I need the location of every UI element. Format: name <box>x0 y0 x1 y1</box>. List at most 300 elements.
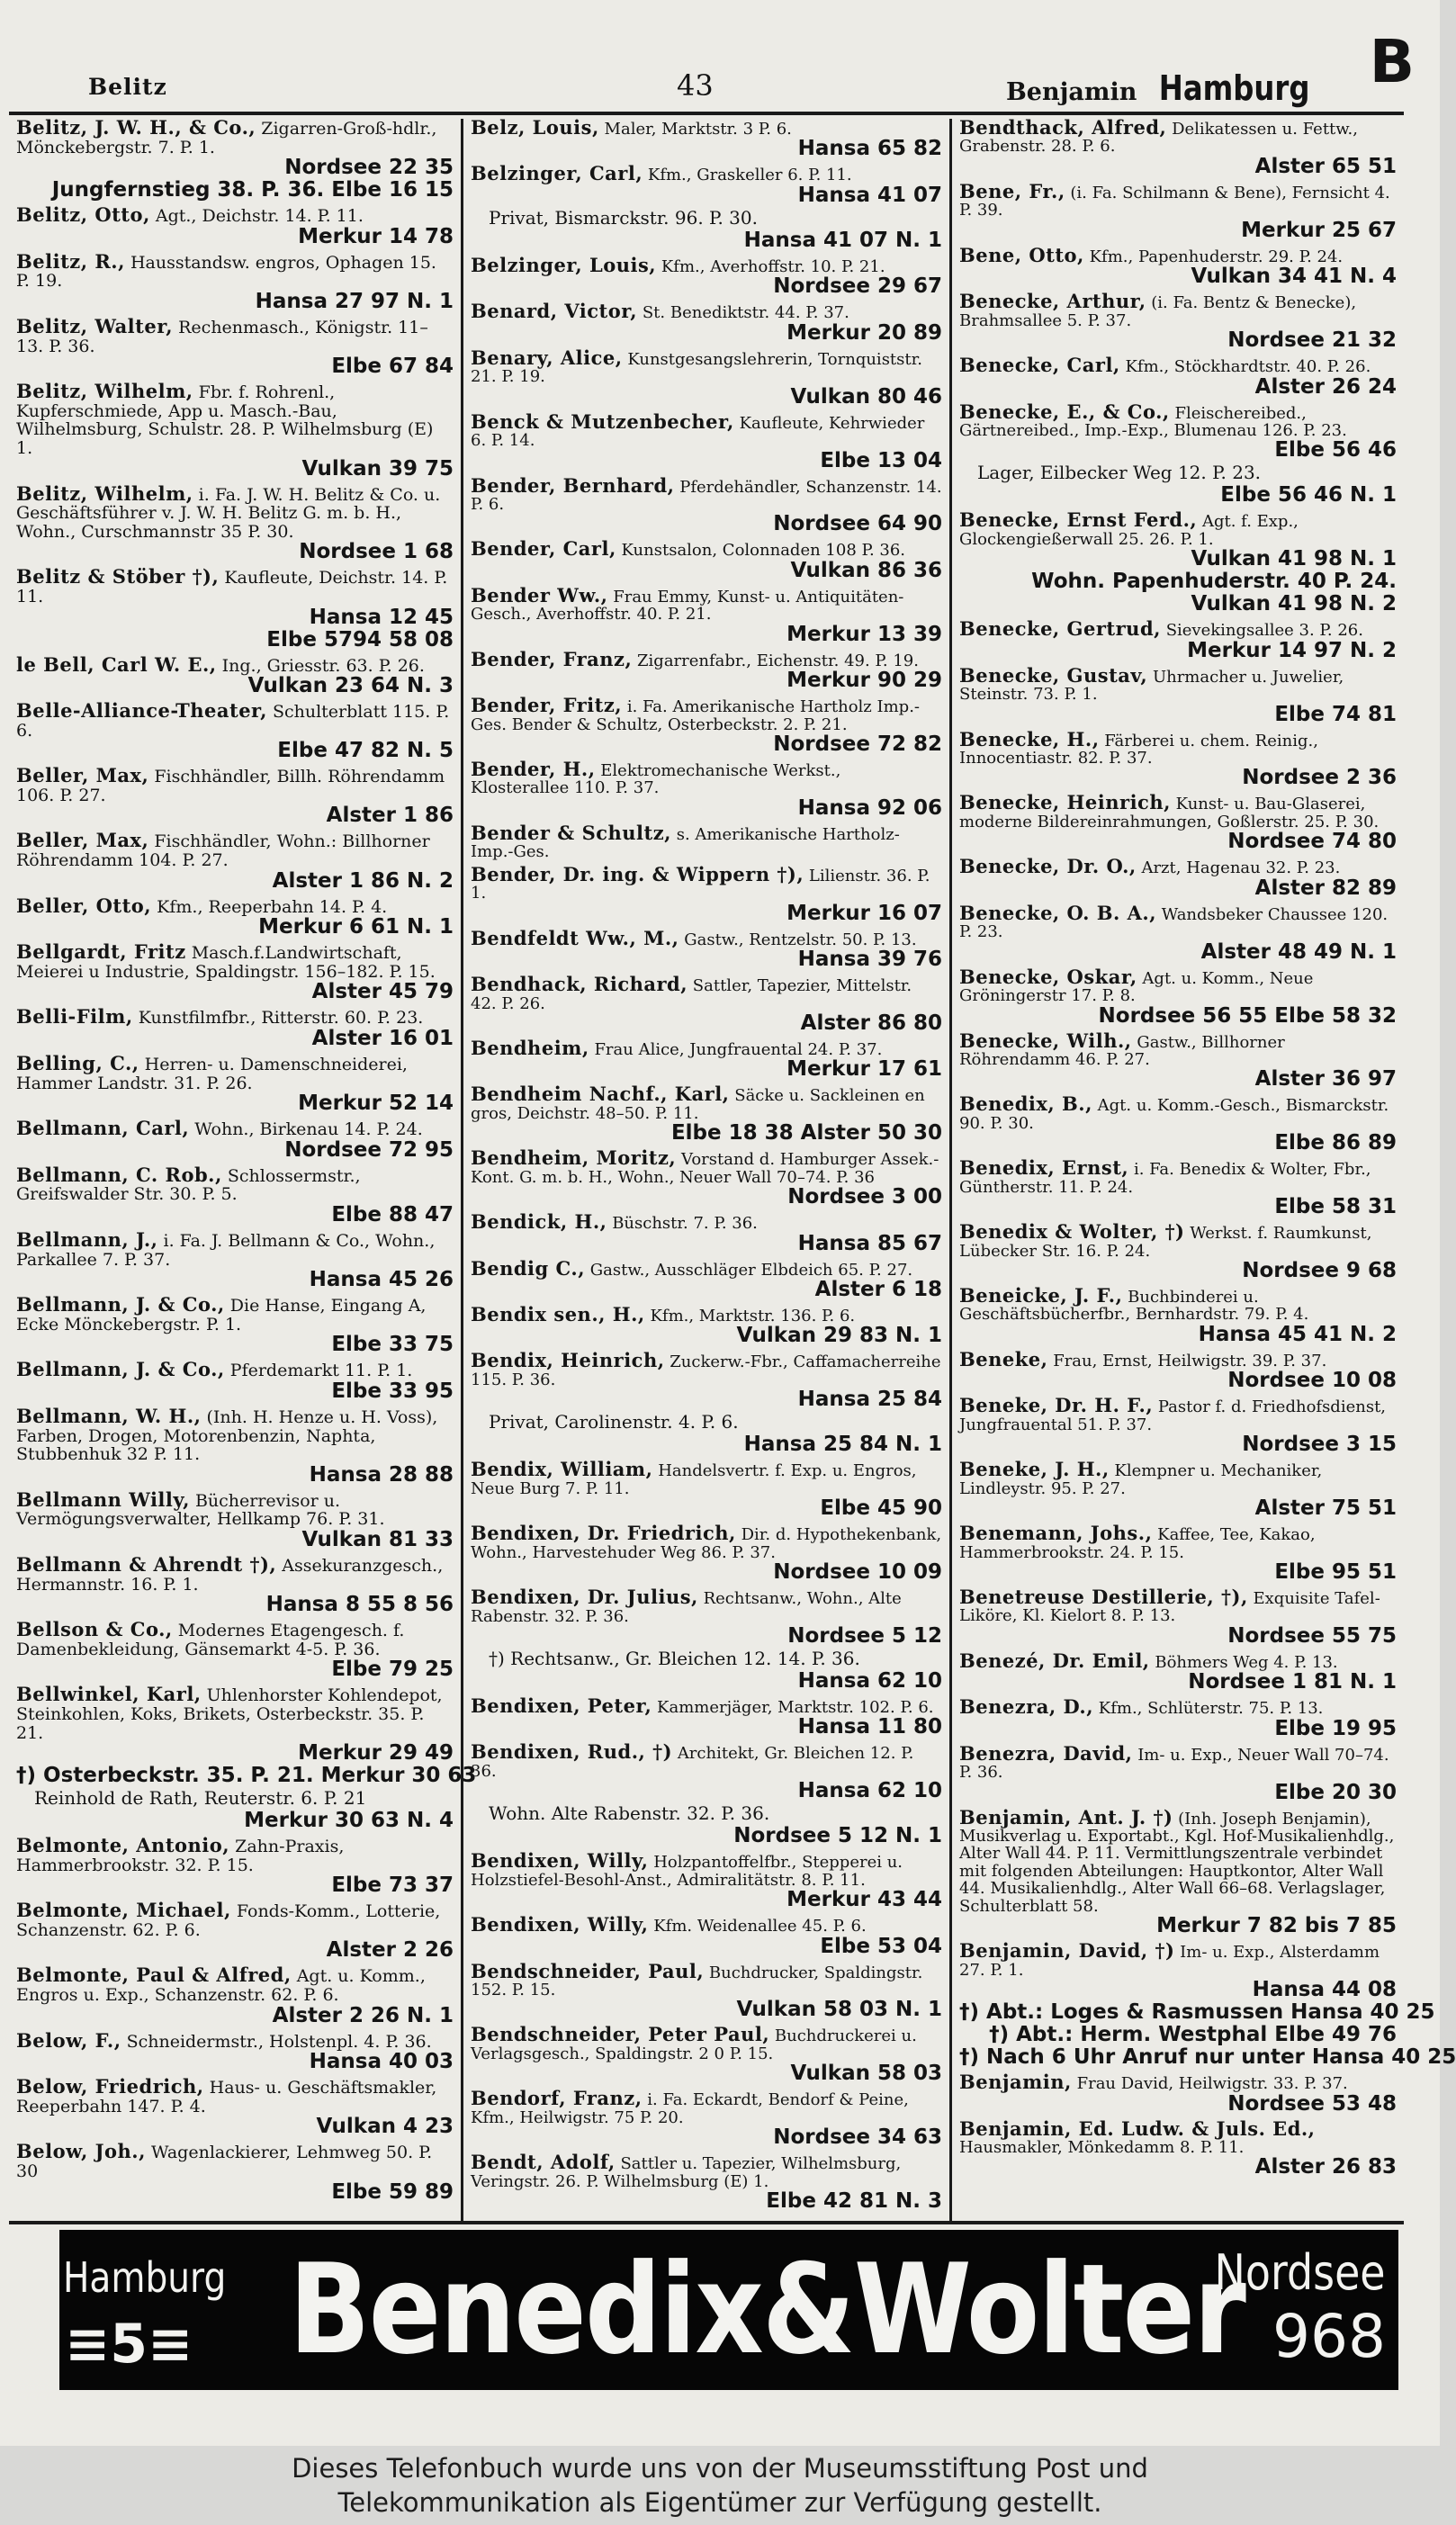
entry-phone: Alster 2 26 N. 1 <box>272 2003 454 2027</box>
directory-entry <box>16 481 454 564</box>
directory-entry <box>471 1085 942 1145</box>
entry-name: Bendixen, Willy, <box>471 1913 649 1936</box>
entry-text: Im- u. Exp., Neuer Wall 70–74. P. 36. <box>959 1745 1389 1783</box>
entry-line <box>16 1963 454 2006</box>
entry-line <box>471 1913 942 1936</box>
directory-entry <box>959 1585 1397 1648</box>
directory-entry <box>959 1220 1397 1282</box>
entry-phone: Hansa 65 82 <box>797 137 942 161</box>
entry-text: Hausmakler, Mönkedamm 8. P. 11. <box>959 2137 1245 2157</box>
entry-name: Bellson & Co., <box>16 1618 173 1641</box>
entry-text: Buchbinderei u. Geschäftsbücherfbr., Bernhardstr. 79. P. 4. <box>959 1288 1309 1325</box>
entry-text: i. Fa. Amerikanische Hartholz Imp.-Ges. Bender & Schultz, Osterbeckstr. 2. P. 21. <box>471 697 921 734</box>
entry-phone: Nordsee 3 15 <box>1242 1433 1397 1457</box>
entry-name: Beneke, <box>959 1347 1048 1370</box>
entry-name: Belitz, R., <box>16 249 125 273</box>
directory-entry <box>16 116 454 202</box>
entry-line <box>471 2023 942 2063</box>
directory-entry <box>16 1163 454 1227</box>
entry-phone: Elbe 56 46 <box>1274 438 1397 463</box>
entry-name: Bendick, H., <box>471 1210 607 1234</box>
entry-text: (i. Fa. Schilmann & Bene), Fernsicht 4. P. 39. <box>959 183 1390 220</box>
entry-name: Bene, Otto, <box>959 243 1084 266</box>
entry-line <box>16 2140 454 2182</box>
entry-text: Holzpantoffelfbr., Stepperei u. Holzstiefel-Besohl-Anst., Admiralitätstr. 8. P. 11. <box>471 1853 903 1890</box>
entry-phone: Merkur 13 39 <box>786 622 942 646</box>
entry-line <box>16 1228 454 1270</box>
directory-entry <box>959 663 1397 726</box>
entry-phone: Hansa 41 07 <box>797 183 942 207</box>
entry-text: Buchdrucker, Spaldingstr. 152. P. 15. <box>471 1963 923 1999</box>
entry-phone: Nordsee 74 80 <box>1227 830 1397 854</box>
entry-name: Belitz, Walter, <box>16 314 174 337</box>
directory-entry <box>16 2075 454 2139</box>
entry-phone: Vulkan 58 03 <box>790 2062 942 2086</box>
directory-entry <box>471 2153 942 2213</box>
entry-line <box>471 537 942 561</box>
entry-name: Bellmann & Ahrendt †), <box>16 1552 277 1576</box>
entry-text: Kfm., Averhoffstr. 10. P. 21. <box>661 256 885 276</box>
entry-text: Kaufleute, Kehrwieder 6. P. 14. <box>471 413 925 451</box>
directory-entry <box>959 1939 1456 2070</box>
entry-text: Kfm., Papenhuderstr. 29. P. 24. <box>1089 247 1344 266</box>
directory-entry <box>471 1303 942 1348</box>
entry-text: i. Fa. J. W. H. Belitz & Co. u. Geschäftsführer v. J. W. H. Belitz G. m. b. H., Wohn., Curschmannstr 35 P. 30. <box>16 484 441 542</box>
entry-name: Bendschneider, Paul, <box>471 1959 705 1982</box>
entry-text: Architekt, Gr. Bleichen 12. P. 36. <box>471 1744 914 1781</box>
column-1 <box>9 116 477 2221</box>
entry-line <box>16 116 454 157</box>
entry-line <box>959 2073 1397 2092</box>
entry-text: Wohn., Birkenau 14. P. 24. <box>194 1119 423 1140</box>
entry-line <box>959 617 1397 641</box>
entry-line <box>471 302 942 321</box>
entry-name: Bendhack, Richard, <box>471 973 688 996</box>
page-number: 43 <box>677 68 714 103</box>
entry-line <box>959 791 1397 831</box>
directory-entry <box>471 2089 942 2149</box>
directory-entry <box>471 696 942 756</box>
entry-text: Kunstfilmfbr., Ritterstr. 60. P. 23. <box>138 1008 424 1029</box>
entry-name: Benecke, Arthur, <box>959 290 1146 313</box>
entry-text: Buchdruckerei u. Verlagsgesch., Spaldingstr. 2 0 P. 15. <box>471 2026 917 2063</box>
entry-phone: Hansa 8 55 8 56 <box>265 1593 454 1617</box>
entry-text: Vorstand d. Hamburger Assek.-Kont. G. m. b. H., Wohn., Neuer Wall 70–74. P. 36 <box>471 1150 939 1187</box>
directory-entry <box>16 249 454 313</box>
entry-name: Benard, Victor, <box>471 300 638 323</box>
entry-phone: Wohn. Alte Rabenstr. 32. P. 36. <box>489 1802 770 1825</box>
entry-line <box>959 855 1397 878</box>
entry-phone: Vulkan 34 41 N. 4 <box>1191 265 1397 289</box>
entry-line <box>959 1092 1397 1133</box>
entry-phone: Elbe 74 81 <box>1274 702 1397 726</box>
entry-phone: Nordsee 10 08 <box>1227 1369 1397 1393</box>
entry-name: Bendig C., <box>471 1256 586 1280</box>
entry-line <box>471 975 942 1012</box>
column-2 <box>463 116 952 2221</box>
entry-name: Bellmann, W. H., <box>16 1404 202 1427</box>
entry-name: Benary, Alice, <box>471 346 623 369</box>
directory-entry <box>959 1695 1397 1740</box>
entry-name: Benecke, H., <box>959 727 1100 750</box>
entry-phone: Nordsee 29 67 <box>773 274 942 299</box>
listing-columns <box>9 116 1456 2221</box>
entry-line <box>471 1524 942 1561</box>
entry-phone: †) Abt.: Herm. Westphal Elbe 49 76 <box>989 2023 1397 2047</box>
entry-phone: Vulkan 41 98 N. 2 <box>1191 592 1397 616</box>
entry-text: Rechenmasch., Königstr. 11–13. P. 36. <box>16 317 428 356</box>
entry-text: Kfm., Graskeller 6. P. 11. <box>647 166 852 185</box>
directory-entry <box>471 302 942 344</box>
entry-name: Belitz & Stöber †), <box>16 565 220 589</box>
entry-text: Wandsbeker Chaussee 120. P. 23. <box>959 904 1389 942</box>
entry-text: Bücherrevisor u. Vermögungsverwalter, Hellkamp 76. P. 31. <box>16 1490 385 1530</box>
entry-line <box>471 1146 942 1187</box>
entry-name: Belitz, J. W. H., & Co., <box>16 116 256 139</box>
entry-phone: Elbe 5794 58 08 <box>266 627 454 651</box>
entry-phone: Vulkan 29 83 N. 1 <box>736 1324 942 1348</box>
entry-line <box>959 1220 1397 1261</box>
entry-text: i. Fa. J. Bellmann & Co., Wohn., Parkallee 7. P. 37. <box>16 1231 436 1270</box>
directory-entry <box>471 1694 942 1739</box>
entry-name: Belzinger, Louis, <box>471 253 657 276</box>
entry-line <box>959 1585 1397 1626</box>
entry-line <box>959 1156 1397 1197</box>
entry-line <box>959 1939 1397 1980</box>
entry-name: Bendix sen., H., <box>471 1303 645 1325</box>
entry-name: Benck & Mutzenbecher, <box>471 409 734 433</box>
directory-entry <box>959 791 1397 854</box>
entry-line <box>16 1618 454 1659</box>
entry-name: Bellmann, J. & Co., <box>16 1358 225 1381</box>
entry-name: Bender Ww., <box>471 583 608 607</box>
entry-name: Bender, H., <box>471 758 596 780</box>
entry-line <box>959 1741 1397 1783</box>
entry-phone: Nordsee 1 68 <box>299 540 454 564</box>
entry-phone: Merkur 43 44 <box>786 1888 942 1912</box>
entry-name: Belzinger, Carl, <box>471 162 643 185</box>
entry-phone: Alster 2 26 <box>326 1938 454 1963</box>
directory-entry <box>471 647 942 693</box>
entry-phone: Hansa 40 03 <box>309 2050 454 2074</box>
directory-entry <box>959 1347 1397 1393</box>
entry-phone: Hansa 25 84 N. 1 <box>743 1433 942 1457</box>
entry-phone: Nordsee 21 32 <box>1227 328 1397 353</box>
entry-text: Kunstsalon, Colonnaden 108 P. 36. <box>621 541 906 561</box>
entry-line <box>16 1404 454 1465</box>
entry-phone: Elbe 33 75 <box>331 1333 454 1357</box>
entry-phone: Elbe 53 04 <box>820 1934 942 1958</box>
entry-phone: Elbe 73 37 <box>331 1874 454 1898</box>
entry-name: Below, Friedrich, <box>16 2075 204 2098</box>
entry-phone: Merkur 14 97 N. 2 <box>1187 638 1397 662</box>
entry-text: Frau Alice, Jungfrauental 24. P. 37. <box>594 1039 883 1059</box>
directory-entry <box>16 1834 454 1898</box>
entry-name: Benjamin, David, †) <box>959 1939 1175 1963</box>
directory-entry <box>959 1460 1397 1520</box>
entry-text: Fischhändler, Wohn.: Billhorner Röhrendamm 104. P. 27. <box>16 831 430 871</box>
entry-phone: Alster 1 86 <box>326 804 454 828</box>
entry-name: Benezra, David, <box>959 1741 1133 1765</box>
directory-entry <box>471 473 942 536</box>
entry-text: Agt. u. Komm.-Gesch., Bismarckstr. 90. P. 30. <box>959 1096 1389 1133</box>
entry-line <box>471 2089 942 2126</box>
entry-text: Handelsvertr. f. Exp. u. Engros, Neue Burg 7. P. 11. <box>471 1461 917 1498</box>
header-left-name: Belitz <box>88 74 167 100</box>
entry-phone: Hansa 11 80 <box>797 1715 942 1739</box>
entry-phone: Nordsee 56 55 Elbe 58 32 <box>1098 1003 1397 1028</box>
entry-phone: Alster 26 24 <box>1254 374 1397 399</box>
entry-name: Belmonte, Paul & Alfred, <box>16 1963 292 1987</box>
entry-name: Bendixen, Rud., †) <box>471 1740 673 1764</box>
directory-entry <box>959 901 1397 964</box>
advertisement-banner <box>59 2230 1398 2390</box>
entry-line <box>16 249 454 292</box>
entry-line <box>959 1805 1397 1916</box>
directory-entry <box>16 894 454 939</box>
entry-text: Sievekingsallee 3. P. 26. <box>1165 621 1363 641</box>
entry-text: Büschstr. 7. P. 36. <box>612 1214 758 1234</box>
directory-entry <box>16 1487 454 1551</box>
entry-line <box>959 116 1397 157</box>
entry-line <box>471 647 942 670</box>
entry-phone: Nordsee 64 90 <box>773 512 942 536</box>
entry-line <box>471 1588 942 1625</box>
entry-phone: Elbe 95 51 <box>1274 1559 1397 1584</box>
ad-city: Hamburg <box>63 2253 227 2302</box>
entry-line <box>471 116 942 139</box>
entry-text: Pferdehändler, Schanzenstr. 14. P. 6. <box>471 477 942 514</box>
entry-phone: Hansa 25 84 <box>797 1388 942 1412</box>
entry-name: Belitz, Otto, <box>16 203 150 227</box>
entry-line <box>959 1394 1397 1434</box>
entry-line <box>959 508 1397 549</box>
entry-phone: Hansa 41 07 N. 1 <box>743 228 942 252</box>
entry-line <box>16 1834 454 1875</box>
entry-name: Bender, Bernhard, <box>471 473 675 497</box>
entry-name: Benecke, Gustav, <box>959 663 1148 687</box>
footer-line-2: Telekommunikation als Eigentümer zur Verfügung gestellt. <box>337 2487 1102 2518</box>
directory-entry <box>16 652 454 698</box>
header-right <box>1006 68 1323 108</box>
entry-phone: †) Abt.: Loges & Rasmussen Hansa 40 25 <box>959 2000 1435 2025</box>
entry-line <box>471 253 942 276</box>
entry-text: Kfm., Stöckhardtstr. 40. P. 26. <box>1125 357 1371 377</box>
entry-phone: Hansa 62 10 <box>797 1668 942 1693</box>
entry-phone: Elbe 42 81 N. 3 <box>766 2189 942 2214</box>
entry-phone: Alster 45 79 <box>311 980 454 1004</box>
entry-phone: Elbe 45 90 <box>820 1496 942 1521</box>
entry-phone: Elbe 86 89 <box>1274 1131 1397 1155</box>
directory-entry <box>959 243 1397 289</box>
directory-entry <box>471 253 942 299</box>
entry-line <box>959 663 1397 705</box>
entry-phone: Hansa 39 76 <box>797 948 942 972</box>
entry-text: Frau David, Heilwigstr. 33. P. 37. <box>1076 2074 1348 2094</box>
entry-phone: Elbe 18 38 Alster 50 30 <box>670 1121 942 1146</box>
entry-name: Bender, Carl, <box>471 537 616 561</box>
entry-line <box>471 1085 942 1122</box>
entry-text: St. Benediktstr. 44. P. 37. <box>642 303 849 323</box>
entry-line <box>16 1358 454 1381</box>
entry-text: Böhmers Weg 4. P. 13. <box>1155 1652 1338 1672</box>
entry-text: Ing., Griesstr. 63. P. 26. <box>221 655 425 676</box>
entry-line <box>471 473 942 514</box>
directory-entry <box>471 409 942 472</box>
entry-text: Herren- u. Damenschneiderei, Hammer Landstr. 31. P. 26. <box>16 1055 408 1093</box>
directory-entry <box>16 1358 454 1403</box>
entry-name: Bendthack, Alfred, <box>959 116 1167 139</box>
entry-name: Beneicke, J. F., <box>959 1284 1123 1307</box>
entry-phone: Alster 36 97 <box>1254 1067 1397 1092</box>
entry-text: Maler, Marktstr. 3 P. 6. <box>604 120 792 139</box>
entry-text: Gastw., Ausschläger Elbdeich 65. P. 27. <box>589 1260 913 1280</box>
directory-entry <box>16 2028 454 2074</box>
directory-entry <box>471 926 942 972</box>
entry-text: (i. Fa. Bentz & Benecke), Brahmsallee 5. P. 37. <box>959 293 1357 330</box>
entry-line <box>16 1293 454 1334</box>
entry-name: Bendfeldt Ww., M., <box>471 926 679 949</box>
entry-phone: Alster 82 89 <box>1254 876 1397 900</box>
entry-name: Benecke, Wilh., <box>959 1029 1132 1052</box>
entry-line <box>959 727 1397 768</box>
directory-entry <box>959 1284 1397 1346</box>
entry-phone: Alster 48 49 N. 1 <box>1200 939 1397 964</box>
entry-phone: Nordsee 3 00 <box>787 1185 942 1209</box>
directory-entry <box>959 727 1397 790</box>
entry-line <box>471 1303 942 1325</box>
directory-entry <box>959 1092 1397 1155</box>
entry-phone: †) Osterbeckstr. 35. P. 21. Merkur 30 63 <box>16 1764 477 1788</box>
entry-text: Dir. d. Hypothekenbank, Wohn., Harvestehuder Weg 86. P. 37. <box>471 1525 942 1562</box>
entry-line <box>471 2153 942 2190</box>
entry-name: Bendix, Heinrich, <box>471 1349 665 1372</box>
directory-entry <box>16 1228 454 1292</box>
entry-text: Die Hanse, Eingang A, Ecke Mönckebergstr. P. 1. <box>16 1296 427 1334</box>
entry-name: Belmonte, Antonio, <box>16 1834 230 1857</box>
entry-phone: Hansa 45 26 <box>309 1268 454 1292</box>
entry-line <box>959 243 1397 266</box>
directory-entry <box>959 116 1397 178</box>
entry-phone: Nordsee 34 63 <box>773 2125 942 2150</box>
directory-entry <box>16 1005 454 1051</box>
entry-text: Kfm., Marktstr. 136. P. 6. <box>650 1307 856 1325</box>
directory-entry <box>471 1460 942 1520</box>
directory-entry <box>959 1156 1397 1219</box>
entry-phone: Merkur 20 89 <box>786 320 942 345</box>
entry-name: Benjamin, Ed. Ludw. & Juls. Ed., <box>959 2116 1316 2140</box>
entry-line <box>959 400 1397 440</box>
directory-entry <box>16 1683 477 1833</box>
directory-entry <box>471 1036 942 1082</box>
directory-entry <box>471 162 942 252</box>
entry-phone: Privat, Carolinenstr. 4. P. 6. <box>489 1411 739 1433</box>
ad-firm-name: Benedix&Wolter <box>289 2237 1245 2382</box>
entry-text: Zigarren-Groß-hdlr., Mönckebergstr. 7. P. 1. <box>16 119 437 157</box>
entry-phone: Hansa 44 08 <box>1252 1978 1397 2002</box>
entry-text: Agt. u. Komm., Engros u. Exp., Schanzenstr. 62. P. 6. <box>16 1966 426 2006</box>
entry-phone: Vulkan 41 98 N. 1 <box>1191 547 1397 571</box>
directory-entry <box>471 116 942 161</box>
entry-text: Gastw., Billhorner Röhrendamm 46. P. 27. <box>959 1032 1285 1069</box>
entry-name: Bender, Dr. ing. & Wippern †), <box>471 862 804 885</box>
entry-name: Bene, Fr., <box>959 179 1065 202</box>
entry-phone: Nordsee 72 95 <box>284 1137 454 1162</box>
directory-entry <box>959 508 1397 616</box>
entry-line <box>471 1694 942 1717</box>
entry-line <box>471 1959 942 1999</box>
entry-line <box>959 292 1397 329</box>
entry-text: Werkst. f. Raumkunst, Lübecker Str. 16. P. 24. <box>959 1224 1372 1261</box>
entry-phone: Nordsee 72 82 <box>773 732 942 756</box>
entry-phone: Nordsee 22 35 <box>284 156 454 180</box>
entry-phone: Elbe 79 25 <box>331 1658 454 1682</box>
entry-phone: Elbe 19 95 <box>1274 1716 1397 1740</box>
section-letter: B <box>1369 27 1415 96</box>
entry-text: Fischhändler, Billh. Röhrendamm 106. P. 27. <box>16 767 445 805</box>
entry-text: (Inh. Joseph Benjamin), Musikverlag u. Exportabt., Kgl. Hof-Musikalienhdlg., Alter Wall 44. P. 11. Vermittlungszentrale verbindet mit folgenden Abteilungen: Hauptkontor, Alter Wall 44. Musikalienhdlg., Alter Wall 66–68. Verlagslager, Schulterblatt 58. <box>959 1809 1395 1916</box>
entry-text: Exquisite Tafel-Liköre, Kl. Kielort 8. P. 13. <box>959 1588 1380 1626</box>
entry-line <box>16 831 454 869</box>
header-city: Hamburg <box>1158 68 1310 108</box>
entry-text: Pferdemarkt 11. P. 1. <box>229 1361 413 1381</box>
directory-entry <box>16 940 454 1004</box>
entry-phone: Elbe 88 47 <box>331 1203 454 1227</box>
entry-line <box>16 1901 454 1939</box>
entry-name: Bendorf, Franz, <box>471 2087 643 2110</box>
directory-entry <box>16 565 454 651</box>
entry-phone: Hansa 92 06 <box>797 795 942 820</box>
entry-line <box>16 1005 454 1029</box>
entry-phone: Vulkan 81 33 <box>301 1527 454 1551</box>
entry-name: Bendheim, <box>471 1036 589 1059</box>
entry-phone: Alster 75 51 <box>1254 1496 1397 1521</box>
entry-line <box>471 1740 942 1781</box>
directory-entry <box>471 1849 942 1912</box>
entry-name: Benezé, Dr. Emil, <box>959 1649 1150 1672</box>
directory-entry <box>471 1146 942 1209</box>
entry-line <box>16 1119 454 1139</box>
directory-entry <box>471 1524 942 1584</box>
directory-entry <box>471 1959 942 2022</box>
entry-text: Säcke u. Sackleinen en gros, Deichstr. 48–50. P. 11. <box>471 1086 925 1123</box>
entry-phone: Hansa 62 10 <box>797 1779 942 1803</box>
entry-name: Bendheim, Moritz, <box>471 1146 677 1170</box>
directory-entry <box>16 1052 454 1116</box>
entry-text: Uhlenhorster Kohlendepot, Steinkohlen, Koks, Brikets, Osterbeckstr. 35. P. 21. <box>16 1685 443 1743</box>
directory-entry <box>16 1119 454 1162</box>
directory-entry <box>16 831 454 892</box>
entry-name: Beneke, J. H., <box>959 1458 1110 1481</box>
header-right-name: Benjamin <box>1005 78 1137 106</box>
entry-line <box>16 314 454 356</box>
entry-line <box>471 1256 942 1280</box>
entry-line <box>471 1210 942 1234</box>
entry-line <box>16 1552 454 1595</box>
entry-text: Uhrmacher u. Juwelier, Steinstr. 73. P. 1. <box>959 667 1344 705</box>
entry-name: Belle-Alliance-Theater, <box>16 699 267 723</box>
directory-entry <box>16 1404 454 1487</box>
directory-entry <box>16 1901 454 1962</box>
entry-name: Benecke, Carl, <box>959 354 1120 377</box>
entry-name: Benecke, E., & Co., <box>959 400 1170 423</box>
entry-phone: Merkur 52 14 <box>298 1092 454 1116</box>
entry-text: Klempner u. Mechaniker, Lindleystr. 95. P. 27. <box>959 1461 1323 1498</box>
directory-entry <box>959 356 1397 398</box>
directory-entry <box>959 1029 1397 1092</box>
entry-name: Beneke, Dr. H. F., <box>959 1394 1154 1417</box>
entry-phone: Elbe 56 46 N. 1 <box>1220 483 1397 508</box>
